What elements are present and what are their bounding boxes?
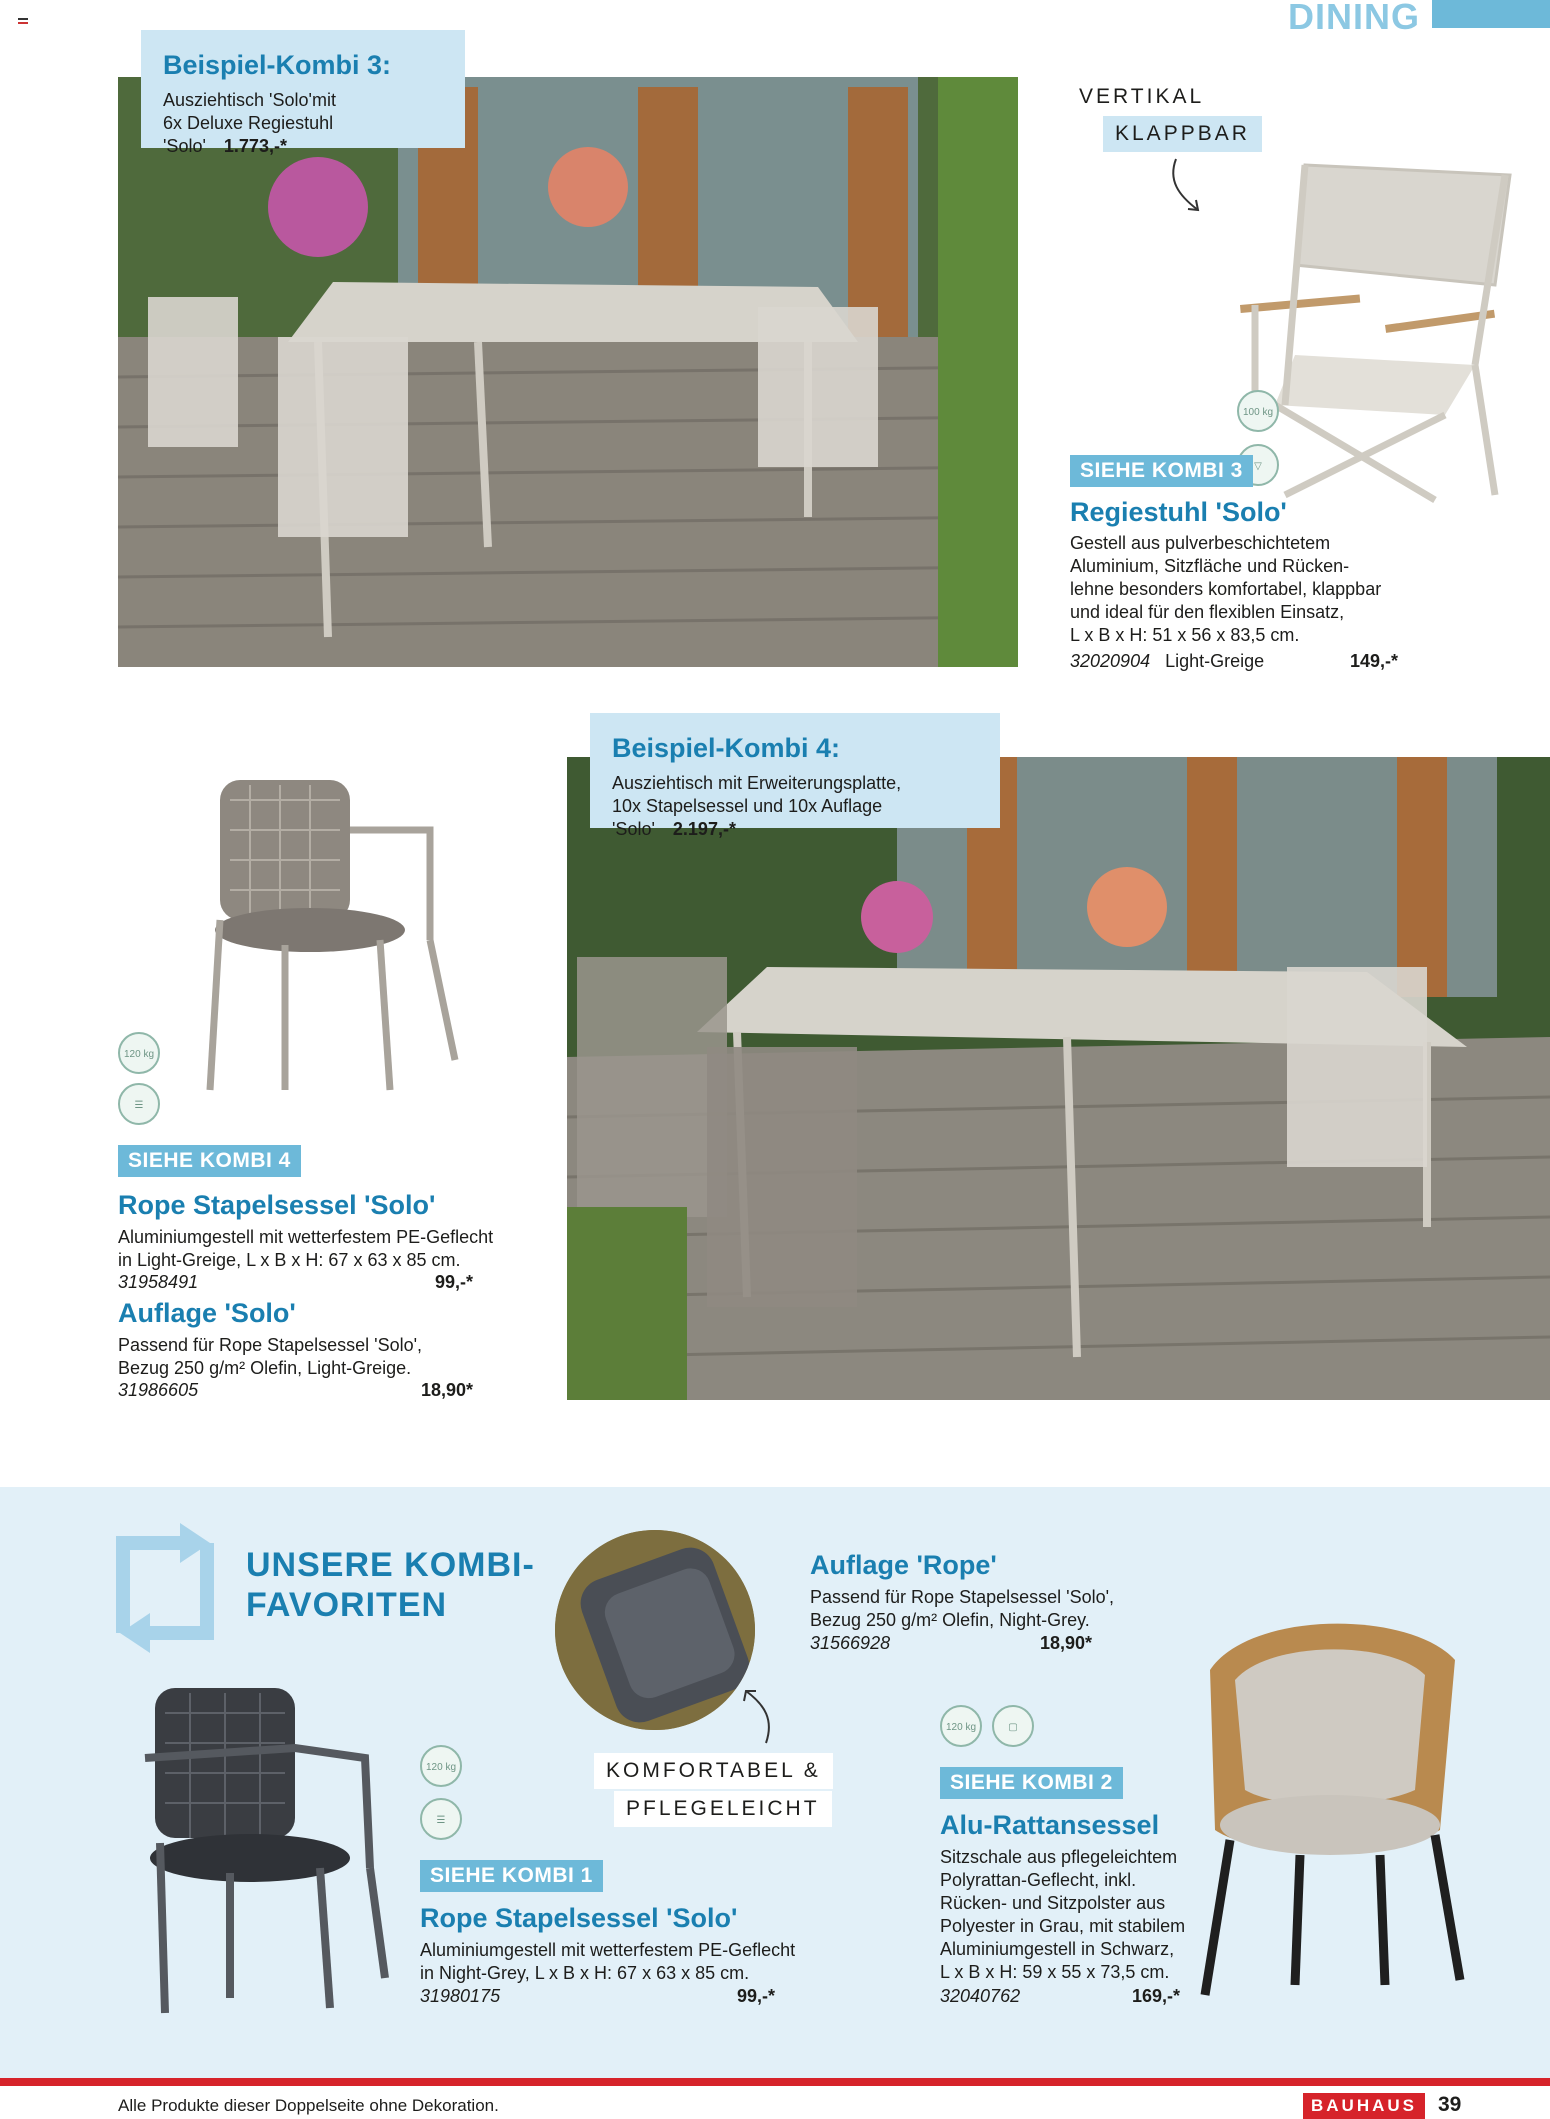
callout-klappbar: KLAPPBAR [1103,116,1262,152]
favoriten-heading [246,1545,535,1625]
cushion-detail-image [555,1530,755,1730]
load-badge-icon: 120 kg [118,1032,160,1074]
regiestuhl-desc-line: und ideal für den flexiblen Einsatz, [1070,602,1345,622]
favoriten-line1: UNSERE KOMBI- [246,1546,535,1584]
kombi3-line2: 6x Deluxe Regiestuhl 'Solo' [163,113,334,156]
regiestuhl-desc-line: L x B x H: 51 x 56 x 83,5 cm. [1070,625,1300,645]
stackable-badge-icon: ☰ [118,1083,160,1125]
rope-grey-artno: 31980175 [420,1986,501,2006]
rope-light-desc-line: Aluminiumgestell mit wetterfestem PE-Geflecht [118,1227,494,1247]
auflage-solo-desc-line: Passend für Rope Stapelsessel 'Solo', [118,1335,423,1355]
regiestuhl-product-image [1235,155,1520,505]
kombi4-line1: Ausziehtisch mit Erweiterungsplatte, [612,773,902,793]
rope-light-desc [118,1226,498,1272]
rope-light-desc-line: in Light-Greige, L x B x H: 67 x 63 x 85 cm. [118,1250,461,1270]
regiestuhl-tag: SIEHE KOMBI 3 [1070,455,1253,487]
alu-rattan-product-image [1190,1610,1470,2000]
alu-rattan-desc-line: L x B x H: 59 x 55 x 73,5 cm. [940,1962,1170,1982]
kombi4-price: 2.197,-* [672,819,736,839]
alu-rattan-tag: SIEHE KOMBI 2 [940,1767,1123,1799]
footer-note: Alle Produkte dieser Doppelseite ohne Dekoration. [118,2096,499,2115]
rope-light-price: 99,-* [434,1272,473,1292]
section-bar [1432,0,1550,28]
alu-rattan-desc-line: Sitzschale aus pflegeleichtem [940,1847,1178,1867]
menu-icon[interactable] [18,18,28,26]
rope-grey-tag: SIEHE KOMBI 1 [420,1860,603,1892]
regiestuhl-title: Regiestuhl 'Solo' [1070,497,1287,527]
auflage-rope-desc-line: Bezug 250 g/m² Olefin, Night-Grey. [810,1610,1090,1630]
alu-rattan-artno: 32040762 [940,1986,1021,2006]
load-badge-icon: 120 kg [940,1705,982,1747]
section-title: DINING [1288,0,1420,37]
kombi4-line2: 10x Stapelsessel und 10x Auflage 'Solo' [612,796,883,839]
regiestuhl-desc-line: lehne besonders komfortabel, klappbar [1070,579,1382,599]
auflage-rope-desc [810,1586,1190,1632]
rope-light-article-row [118,1272,473,1293]
rope-grey-title: Rope Stapelsessel 'Solo' [420,1903,738,1933]
auflage-rope-desc-line: Passend für Rope Stapelsessel 'Solo', [810,1587,1115,1607]
regiestuhl-desc-line: Aluminium, Sitzfläche und Rücken- [1070,556,1350,576]
alu-rattan-price: 169,-* [1131,1986,1180,2006]
alu-rattan-desc-line: Aluminiumgestell in Schwarz, [940,1939,1175,1959]
auflage-solo-desc-line: Bezug 250 g/m² Olefin, Light-Greige. [118,1358,412,1378]
kombi3-price: 1.773,-* [223,136,287,156]
rope-light-tag: SIEHE KOMBI 4 [118,1145,301,1177]
callout-komfortabel: KOMFORTABEL & [594,1753,833,1789]
rope-grey-article-row [420,1986,775,2007]
kombi3-box [141,30,465,156]
foldable-badge-icon: ▽ [1237,444,1279,486]
auflage-rope-price: 18,90* [1039,1633,1092,1653]
auflage-solo-desc [118,1334,498,1380]
auflage-rope-artno: 31566928 [810,1633,891,1653]
regiestuhl-desc [1070,532,1430,647]
rope-light-artno: 31958491 [118,1272,199,1292]
alu-rattan-title: Alu-Rattansessel [940,1810,1160,1840]
cushion-badge-icon: ▢ [992,1705,1034,1747]
rope-light-product-image [200,760,470,1100]
alu-rattan-desc-line: Rücken- und Sitzpolster aus [940,1893,1166,1913]
swap-arrows-icon [115,1523,215,1653]
rope-grey-desc-line: in Night-Grey, L x B x H: 67 x 63 x 85 cm. [420,1963,750,1983]
auflage-solo-price: 18,90* [420,1380,473,1400]
arrow-up-icon [740,1685,780,1745]
rope-grey-desc [420,1939,800,1985]
rope-light-title: Rope Stapelsessel 'Solo' [118,1190,436,1220]
auflage-solo-artno: 31986605 [118,1380,199,1400]
regiestuhl-article-row [1070,651,1398,672]
rope-grey-product-image [135,1678,405,2018]
auflage-rope-article-row [810,1633,1092,1654]
callout-pflegeleicht: PFLEGELEICHT [614,1791,832,1827]
auflage-rope-title: Auflage 'Rope' [810,1550,997,1580]
alu-rattan-article-row [940,1986,1180,2007]
photo-kombi4-terrace [567,757,1550,1400]
kombi4-box [590,713,1000,839]
kombi4-title: Beispiel-Kombi 4: [612,733,841,763]
regiestuhl-artno: 32020904 [1070,651,1151,671]
regiestuhl-desc-line: Gestell aus pulverbeschichtetem [1070,533,1331,553]
kombi3-line1: Ausziehtisch 'Solo'mit [163,90,336,110]
rope-grey-price: 99,-* [736,1986,775,2006]
auflage-solo-title: Auflage 'Solo' [118,1298,296,1328]
arrow-down-icon [1168,155,1208,215]
regiestuhl-color: Light-Greige [1165,651,1265,671]
alu-rattan-desc-line: Polyester in Grau, mit stabilem [940,1916,1186,1936]
bauhaus-logo: BAUHAUS [1303,2093,1425,2119]
stackable-badge-icon: ☰ [420,1798,462,1840]
favoriten-line2: FAVORITEN [246,1586,448,1624]
load-badge-icon: 100 kg [1237,390,1279,432]
footer-red-rule [0,2078,1550,2086]
kombi3-title: Beispiel-Kombi 3: [163,50,392,80]
auflage-solo-article-row [118,1380,473,1401]
alu-rattan-desc-line: Polyrattan-Geflecht, inkl. [940,1870,1137,1890]
page-number: 39 [1438,2093,1462,2116]
rope-grey-desc-line: Aluminiumgestell mit wetterfestem PE-Geflecht [420,1940,796,1960]
regiestuhl-price: 149,-* [1349,651,1398,671]
load-badge-icon: 120 kg [420,1745,462,1787]
callout-vertikal: VERTIKAL [1067,79,1216,115]
photo-kombi3-terrace [118,77,1018,667]
